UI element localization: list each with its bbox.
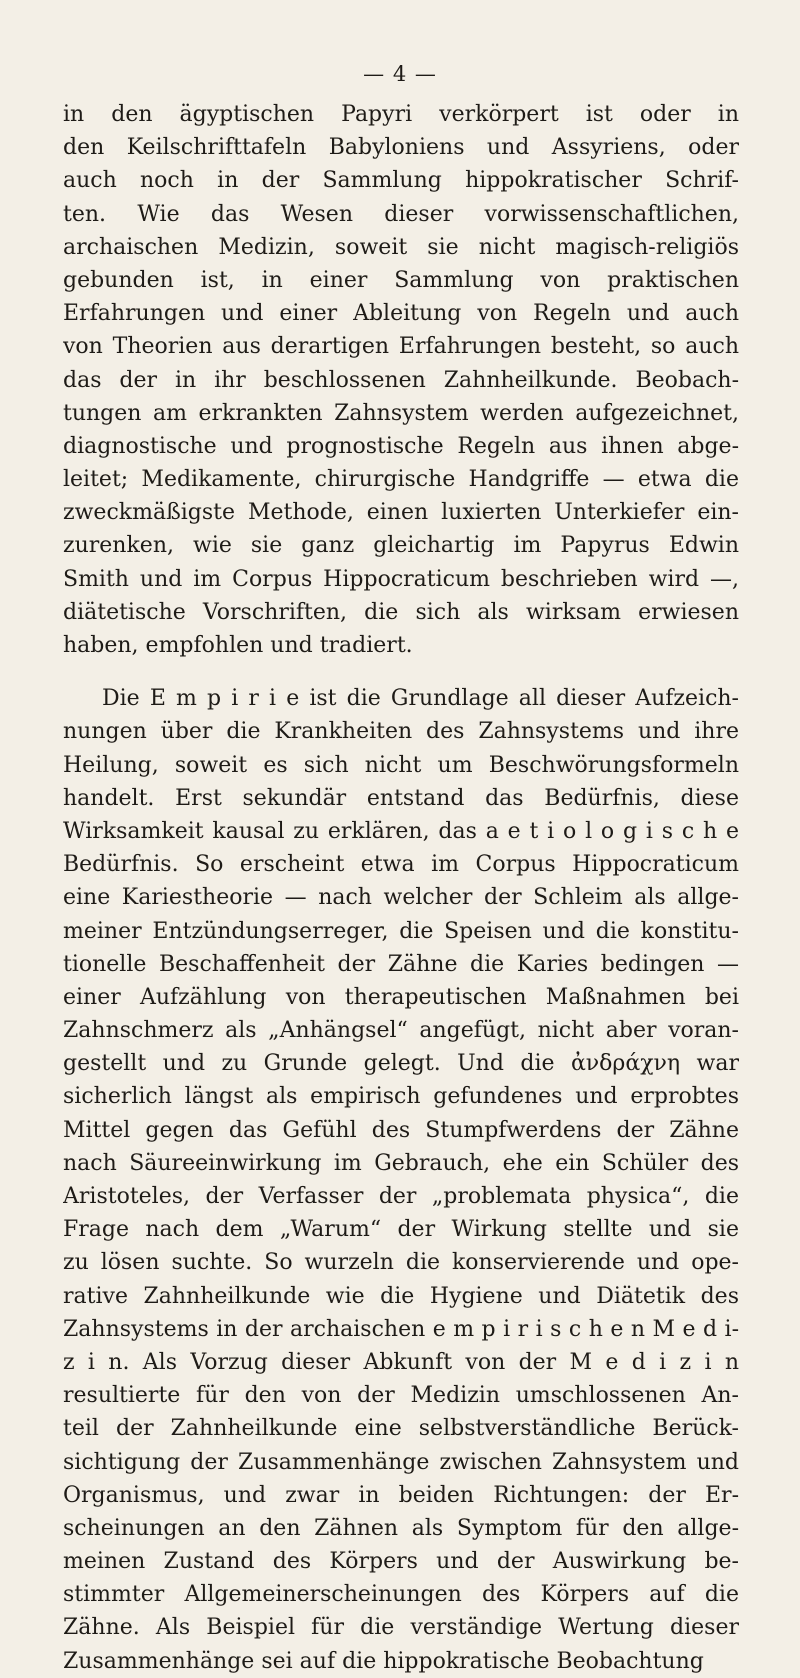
text-line: Erfahrungen und einer Ableitung von Regeln und auch [63, 301, 739, 327]
text-line: scheinungen an den Zähnen als Symptom für den allge- [63, 1515, 739, 1541]
text-line: auch noch in der Sammlung hippokratischer Schrif- [63, 168, 739, 194]
text-line: zurenken, wie sie ganz gleichartig im Papyrus Edwin [63, 533, 739, 559]
text-line: tionelle Beschaffenheit der Zähne die Karies bedingen — [63, 951, 739, 977]
text-line: diätetische Vorschriften, die sich als wirksam erwiesen [63, 599, 739, 625]
text-line: Smith und im Corpus Hippocraticum beschrieben wird —, [63, 566, 739, 592]
text-line: meiner Entzündungserreger, die Speisen und die konstitu- [63, 918, 739, 944]
text-line: Aristoteles, der Verfasser der „problemata physica“, die [63, 1184, 739, 1209]
text-line: stimmter Allgemeinerscheinungen des Körpers auf die [63, 1582, 739, 1608]
text-line: resultierte für den von der Medizin umschlossenen An- [63, 1383, 739, 1409]
text-column [63, 98, 739, 1678]
text-line: meinen Zustand des Körpers und der Auswirkung be- [63, 1549, 739, 1575]
text-line: Die E m p i r i e ist die Grundlage all dieser Aufzeich- [102, 686, 739, 712]
text-line: sichtigung der Zusammenhänge zwischen Zahnsystem und [63, 1449, 739, 1475]
text-line: zu lösen suchte. So wurzeln die konservierende und ope- [63, 1250, 739, 1276]
text-line: ten. Wie das Wesen dieser vorwissenschaftlichen, [63, 201, 739, 227]
text-line: archaischen Medizin, soweit sie nicht magisch-religiös [63, 234, 739, 260]
text-line: von Theorien aus derartigen Erfahrungen besteht, so auch [63, 334, 739, 360]
text-line: diagnostische und prognostische Regeln aus ihnen abge- [63, 433, 739, 459]
text-line: tungen am erkrankten Zahnsystem werden aufgezeichnet, [63, 400, 739, 426]
text-line: einer Aufzählung von therapeutischen Maßnahmen bei [63, 984, 739, 1010]
text-line: teil der Zahnheilkunde eine selbstverständliche Berück- [63, 1416, 739, 1442]
text-line: leitet; Medikamente, chirurgische Handgriffe — etwa die [63, 467, 739, 493]
page-number: — 4 — [363, 62, 437, 86]
text-line: Frage nach dem „Warum“ der Wirkung stellte und sie [63, 1217, 739, 1243]
text-line: haben, empfohlen und tradiert. [63, 633, 413, 658]
text-line: Mittel gegen das Gefühl des Stumpfwerdens der Zähne [63, 1117, 739, 1143]
text-line: Heilung, soweit es sich nicht um Beschwörungsformeln [63, 752, 739, 778]
text-line: den Keilschrifttafeln Babyloniens und Assyriens, oder [63, 135, 739, 161]
text-line: nungen über die Krankheiten des Zahnsystems und ihre [63, 719, 739, 745]
text-line: gestellt und zu Grunde gelegt. Und die ἀνδράχνη war [63, 1051, 739, 1077]
text-line: in den ägyptischen Papyri verkörpert ist oder in [63, 102, 739, 127]
paragraph [63, 682, 739, 1678]
text-line: sicherlich längst als empirisch gefundenes und erprobtes [63, 1084, 739, 1110]
text-line: gebunden ist, in einer Sammlung von praktischen [63, 267, 739, 293]
text-line: Zusammenhänge sei auf die hippokratische Beobachtung [63, 1648, 704, 1674]
text-line: z i n. Als Vorzug dieser Abkunft von der M e d i z i n [63, 1349, 739, 1375]
text-line: rative Zahnheilkunde wie die Hygiene und Diätetik des [63, 1283, 739, 1309]
text-line: das der in ihr beschlossenen Zahnheilkunde. Beobach- [63, 367, 739, 393]
text-line: Zähne. Als Beispiel für die verständige Wertung dieser [63, 1615, 739, 1641]
text-line: Bedürfnis. So erscheint etwa im Corpus Hippocraticum [63, 852, 739, 878]
text-line: eine Kariestheorie — nach welcher der Schleim als allge- [63, 885, 739, 911]
text-line: handelt. Erst sekundär entstand das Bedürfnis, diese [63, 785, 739, 811]
paragraph-gap [63, 662, 739, 682]
text-line: nach Säureeinwirkung im Gebrauch, ehe ein Schüler des [63, 1150, 739, 1176]
text-line: Zahnsystems in der archaischen e m p i r i s c h e n M e d i- [63, 1316, 739, 1342]
paragraph [63, 98, 739, 662]
text-line: zweckmäßigste Methode, einen luxierten Unterkiefer ein- [63, 500, 739, 526]
text-line: Zahnschmerz als „Anhängsel“ angefügt, nicht aber voran- [63, 1018, 739, 1044]
text-line: Wirksamkeit kausal zu erklären, das a e t i o l o g i s c h e [63, 818, 739, 844]
text-line: Organismus, und zwar in beiden Richtungen: der Er- [63, 1482, 739, 1508]
